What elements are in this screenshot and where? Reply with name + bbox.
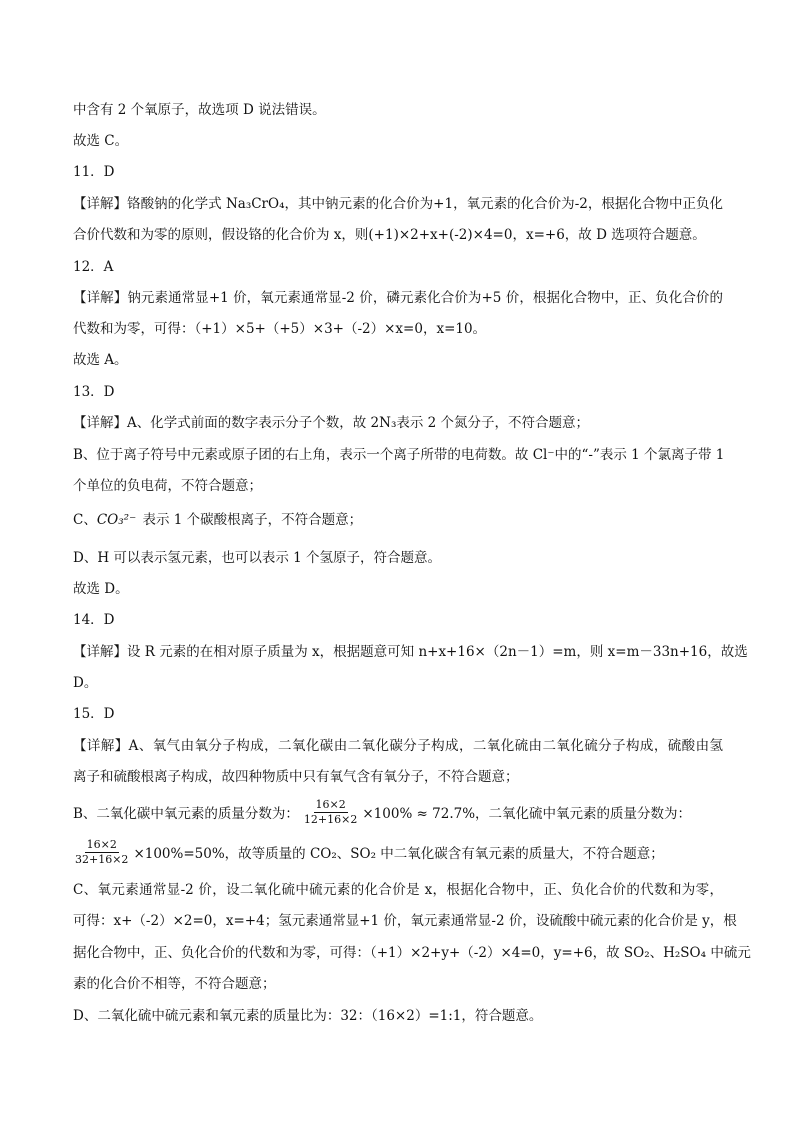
question-number: 12．A [73, 259, 114, 275]
explanation-line: 据化合物中，正、负化合价的代数和为零，可得：（+1）×2+y+（-2）×4=0，y=+6，故 SO₂、H₂SO₄ 中硫元 [73, 945, 751, 961]
explanation-line-fraction [73, 795, 691, 829]
explanation-line: 合价代数和为零的原则，假设铬的化合价为 x，则(+1)×2+x+(-2)×4=0，x=+6，故 D 选项符合题意。 [73, 227, 706, 243]
carbonate-ion-formula: CO₃²⁻ [96, 512, 137, 528]
explanation-line: 素的化合价不相等，不符合题意； [73, 976, 276, 992]
explanation-line: C、氧元素通常显-2 价，设二氧化硫中硫元素的化合价是 x，根据化合物中，正、负化合价的代数和为零， [73, 882, 723, 898]
explanation-line: 离子和硫酸根离子构成，故四种物质中只有氧气含有氧分子，不符合题意； [73, 769, 519, 785]
text-line: 中含有 2 个氧原子，故选项 D 说法错误。 [73, 102, 326, 118]
fraction-suffix: ×100% ≈ 72.7%，二氧化硫中氧元素的质量分数为： [362, 806, 692, 822]
explanation-line: 【详解】A、化学式前面的数字表示分子个数，故 2N₃表示 2 个氮分子，不符合题意； [73, 415, 590, 431]
fraction-suffix: ×100%=50%，故等质量的 CO₂、SO₂ 中二氧化碳含有氧元素的质量大，不符合题意； [133, 846, 664, 862]
question-number: 13．D [73, 384, 115, 400]
option-text: 表示 1 个碳酸根离子，不符合题意； [138, 512, 363, 528]
explanation-line: D、二氧化硫中硫元素和氧元素的质量比为：32：（16×2）=1:1，符合题意。 [73, 1008, 543, 1024]
question-number: 11．D [73, 164, 115, 180]
answer-choice: 故选 D。 [73, 581, 129, 597]
option-label: C、 [73, 512, 97, 528]
explanation-line: 可得：x+（-2）×2=0，x=+4；氢元素通常显+1 价，氧元素通常显-2 价，设硫酸中硫元素的化合价是 y，根 [73, 913, 737, 929]
explanation-line: D。 [73, 675, 98, 691]
fraction-denominator: 12+16×2 [303, 812, 358, 826]
question-number: 15．D [73, 706, 115, 722]
fraction-numerator: 16×2 [315, 797, 346, 811]
fraction-denominator: 32+16×2 [75, 852, 129, 866]
fraction [73, 838, 130, 867]
fraction-numerator: 16×2 [86, 837, 117, 851]
explanation-line: 【详解】钠元素通常显+1 价，氧元素通常显-2 价，磷元素化合价为+5 价，根据化合物中，正、负化合价的 [73, 290, 723, 306]
fraction [302, 798, 359, 827]
explanation-line [73, 511, 362, 529]
explanation-line: B、位于离子符号中元素或原子团的右上角，表示一个离子所带的电荷数。故 Cl⁻中的“-”表示 1 个氯离子带 1 [73, 447, 725, 463]
question-number: 14．D [73, 612, 115, 628]
answer-choice: 故选 A。 [73, 352, 128, 368]
explanation-line: 【详解】设 R 元素的在相对原子质量为 x，根据题意可知 n+x+16×（2n－1）=m，则 x=m－33n+16，故选 [73, 644, 748, 660]
explanation-line-fraction [73, 835, 664, 869]
explanation-line: 【详解】A、氧气由氧分子构成，二氧化碳由二氧化碳分子构成，二氧化硫由二氧化硫分子构成，硫酸由氢 [73, 738, 723, 754]
answer-choice: 故选 C。 [73, 133, 129, 149]
explanation-line: D、H 可以表示氢元素，也可以表示 1 个氢原子，符合题意。 [73, 550, 442, 566]
explanation-line: 代数和为零，可得：（+1）×5+（+5）×3+（-2）×x=0，x=10。 [73, 321, 487, 337]
explanation-line: 个单位的负电荷，不符合题意； [73, 478, 262, 494]
fraction-prefix: B、二氧化碳中氧元素的质量分数为： [73, 806, 299, 822]
explanation-line: 【详解】铬酸钠的化学式 Na₃CrO₄，其中钠元素的化合价为+1，氧元素的化合价为-2，根据化合物中正负化 [73, 196, 723, 212]
